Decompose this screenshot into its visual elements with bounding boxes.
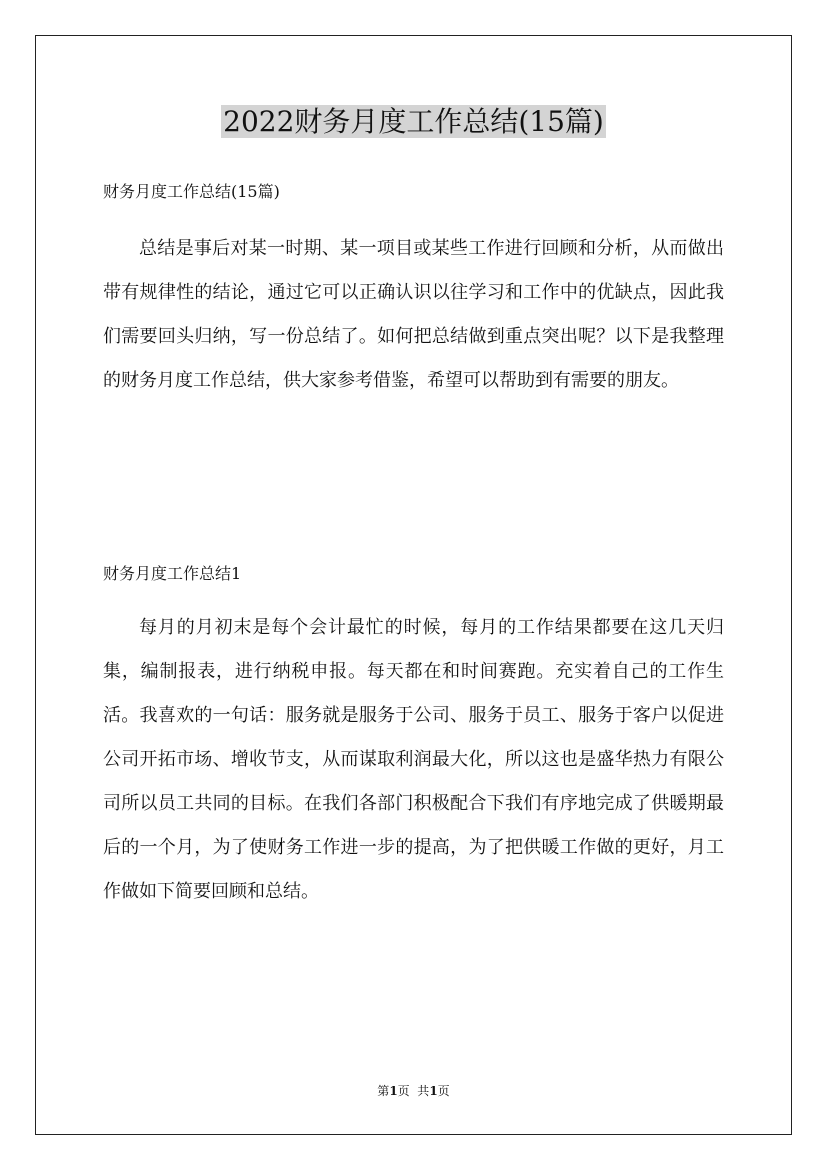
footer-page-prefix: 第 [377,1084,390,1098]
page-footer [0,1083,827,1099]
footer-page-mid: 页 共 [397,1084,430,1098]
footer-page-current: 1 [389,1084,398,1098]
section-1-heading: 财务月度工作总结1 [103,564,242,583]
document-title [0,100,827,144]
footer-page-total: 1 [429,1084,438,1098]
intro-paragraph: 总结是事后对某一时期、某一项目或某些工作进行回顾和分析，从而做出带有规律性的结论，通过它可以正确认识以往学习和工作中的优缺点，因此我们需要回头归纳，写一份总结了。如何把总结做到重点突出呢？以下是我整理的财务月度工作总结，供大家参考借鉴，希望可以帮助到有需要的朋友。 [103,238,724,391]
footer-page-suffix: 页 [437,1084,450,1098]
document-title-text: 2022财务月度工作总结(15篇) [223,105,604,138]
document-subtitle: 财务月度工作总结(15篇) [103,182,280,201]
section-1-paragraph: 每月的月初末是每个会计最忙的时候，每月的工作结果都要在这几天归集，编制报表，进行纳税申报。每天都在和时间赛跑。充实着自己的工作生活。我喜欢的一句话：服务就是服务于公司、服务于员工、服务于客户以促进公司开拓市场、增收节支，从而谋取利润最大化，所以这也是盛华热力有限公司所以员工共同的目标。在我们各部门积极配合下我们有序地完成了供暖期最后的一个月，为了使财务工作进一步的提高，为了把供暖工作做的更好，月工作做如下简要回顾和总结。 [103,617,724,902]
